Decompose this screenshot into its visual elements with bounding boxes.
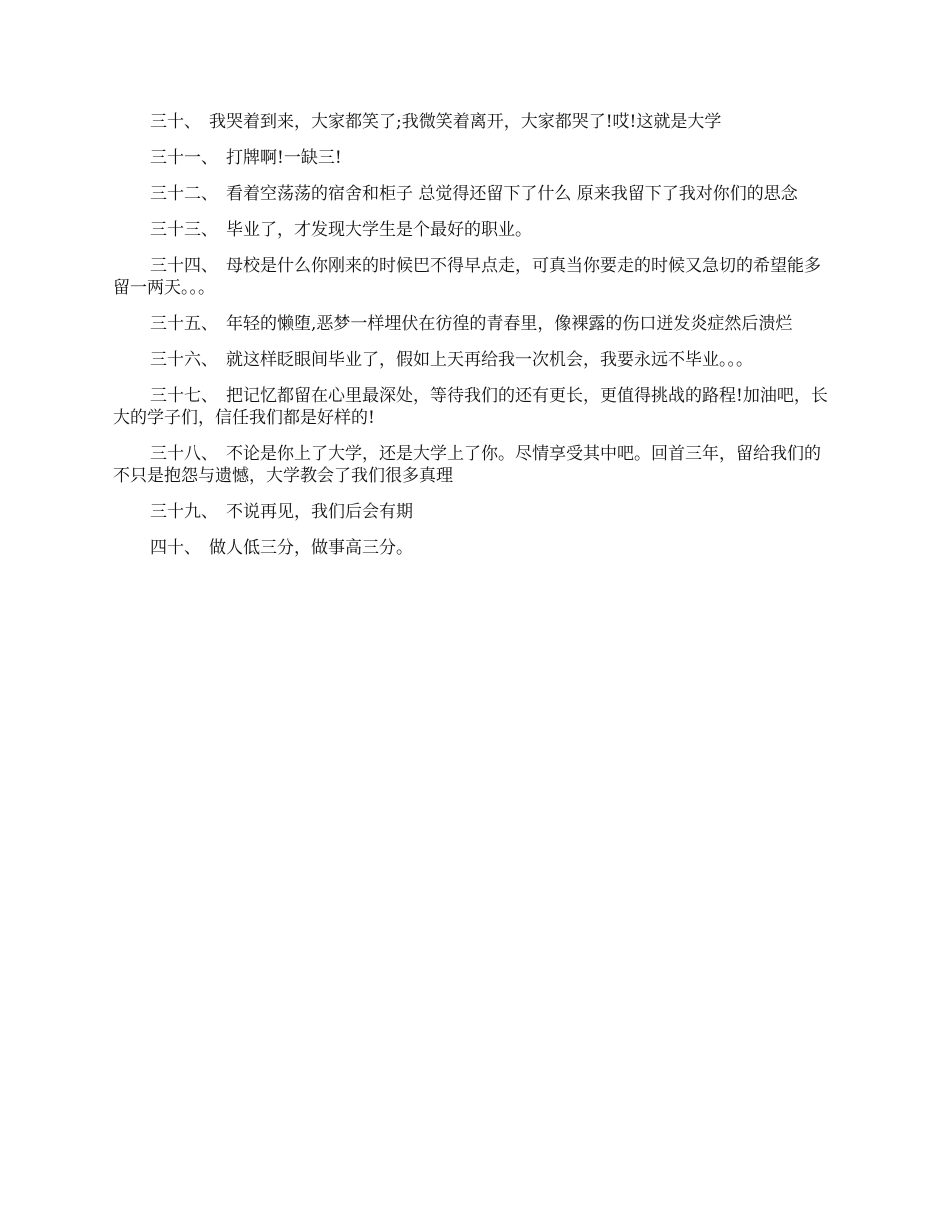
paragraph-text: 看着空荡荡的宿舍和柜子 总觉得还留下了什么 原来我留下了我对你们的思念: [226, 184, 798, 204]
paragraph-text: 做人低三分，做事高三分。: [209, 538, 413, 558]
paragraph-36: [113, 349, 833, 371]
paragraph-number: 三十、: [150, 112, 201, 132]
paragraph-text: 打牌啊!一缺三!: [226, 148, 342, 168]
paragraph-33: [113, 219, 833, 241]
paragraph-text: 我哭着到来，大家都笑了;我微笑着离开，大家都哭了!哎!这就是大学: [209, 112, 722, 132]
paragraph-text: 毕业了，才发现大学生是个最好的职业。: [226, 220, 532, 240]
paragraph-text: 把记忆都留在心里最深处，等待我们的还有更长，更值得挑战的路程!加油吧，长大的学子们，信任我们都是好样的!: [113, 386, 828, 428]
paragraph-30: [113, 111, 833, 133]
paragraph-39: [113, 501, 833, 523]
paragraph-38: [113, 443, 833, 487]
paragraph-number: 三十一、: [150, 148, 218, 168]
paragraph-number: 三十四、: [150, 256, 218, 276]
paragraph-number: 三十三、: [150, 220, 218, 240]
paragraph-32: [113, 183, 833, 205]
paragraph-number: 三十二、: [150, 184, 218, 204]
paragraph-34: [113, 255, 833, 299]
paragraph-number: 三十五、: [150, 314, 218, 334]
paragraph-number: 三十六、: [150, 350, 218, 370]
paragraph-text: 不论是你上了大学，还是大学上了你。尽情享受其中吧。回首三年，留给我们的不只是抱怨与遗憾，大学教会了我们很多真理: [113, 444, 821, 486]
paragraph-number: 三十七、: [150, 386, 218, 406]
paragraph-text: 母校是什么你刚来的时候巴不得早点走，可真当你要走的时候又急切的希望能多留一两天。。。: [113, 256, 821, 298]
paragraph-text: 就这样眨眼间毕业了，假如上天再给我一次机会，我要永远不毕业。。。: [226, 350, 753, 370]
paragraph-number: 三十八、: [150, 444, 218, 464]
document-body: [113, 111, 833, 573]
paragraph-31: [113, 147, 833, 169]
paragraph-text: 不说再见，我们后会有期: [226, 502, 413, 522]
paragraph-35: [113, 313, 833, 335]
paragraph-number: 三十九、: [150, 502, 218, 522]
paragraph-40: [113, 537, 833, 559]
paragraph-text: 年轻的懒堕,恶梦一样埋伏在彷徨的青春里，像裸露的伤口迸发炎症然后溃烂: [226, 314, 793, 334]
paragraph-37: [113, 385, 833, 429]
paragraph-number: 四十、: [150, 538, 201, 558]
